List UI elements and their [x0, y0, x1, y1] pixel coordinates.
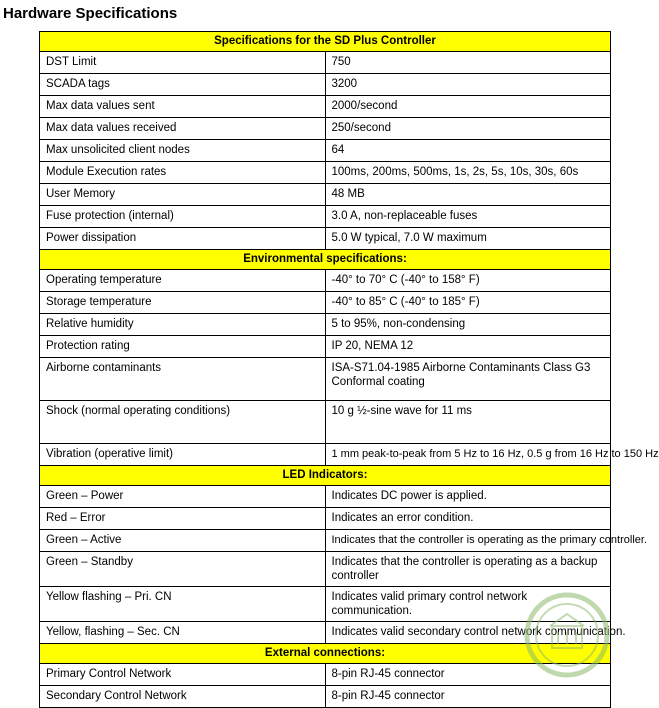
page-title: Hardware Specifications: [3, 5, 178, 22]
table-row: [40, 206, 611, 228]
section-header: [40, 250, 611, 270]
table-row: [40, 292, 611, 314]
row-value: 1 mm peak-to-peak from 5 Hz to 16 Hz, 0.5 g from 16 Hz to 150 Hz: [325, 444, 611, 466]
table-row: [40, 336, 611, 358]
row-label: Fuse protection (internal): [40, 206, 326, 228]
table-row: [40, 444, 611, 466]
row-label: Vibration (operative limit): [40, 444, 326, 466]
table-row: [40, 118, 611, 140]
row-value: Indicates valid primary control network communication.: [325, 587, 611, 622]
table-row: [40, 52, 611, 74]
section-heading: Environmental specifications:: [40, 250, 611, 270]
section-heading: External connections:: [40, 644, 611, 664]
table-row: [40, 228, 611, 250]
row-label: Green – Active: [40, 530, 326, 552]
table-row: [40, 184, 611, 206]
row-label: Max data values sent: [40, 96, 326, 118]
row-value: [325, 358, 611, 401]
row-value-line: Conformal coating: [331, 376, 425, 388]
row-label: Secondary Control Network: [40, 686, 326, 708]
row-label: Max unsolicited client nodes: [40, 140, 326, 162]
row-label: Module Execution rates: [40, 162, 326, 184]
row-label: Power dissipation: [40, 228, 326, 250]
row-value: 100ms, 200ms, 500ms, 1s, 2s, 5s, 10s, 30s, 60s: [325, 162, 611, 184]
row-value: -40° to 85° C (-40° to 185° F): [325, 292, 611, 314]
row-value: 5.0 W typical, 7.0 W maximum: [325, 228, 611, 250]
table-row: [40, 96, 611, 118]
row-label: User Memory: [40, 184, 326, 206]
table-row: [40, 508, 611, 530]
table-row: [40, 552, 611, 587]
row-value: 8-pin RJ-45 connector: [325, 664, 611, 686]
table-row: [40, 358, 611, 401]
table-row: [40, 74, 611, 96]
row-value: 3.0 A, non-replaceable fuses: [325, 206, 611, 228]
row-label: Relative humidity: [40, 314, 326, 336]
table-row: [40, 162, 611, 184]
table-row: [40, 486, 611, 508]
section-header: [40, 466, 611, 486]
row-label: Storage temperature: [40, 292, 326, 314]
row-label: Yellow flashing – Pri. CN: [40, 587, 326, 622]
circular-seal-icon: [524, 592, 610, 678]
row-label: Yellow, flashing – Sec. CN: [40, 622, 326, 644]
row-value: IP 20, NEMA 12: [325, 336, 611, 358]
row-label: Green – Standby: [40, 552, 326, 587]
section-heading: LED Indicators:: [40, 466, 611, 486]
row-label: Green – Power: [40, 486, 326, 508]
row-value: 48 MB: [325, 184, 611, 206]
row-label: Primary Control Network: [40, 664, 326, 686]
row-label: Shock (normal operating conditions): [40, 401, 326, 444]
row-value-line: ISA-S71.04-1985 Airborne Contaminants Class G3: [331, 362, 591, 374]
row-value: 750: [325, 52, 611, 74]
row-value: 3200: [325, 74, 611, 96]
section-heading: Specifications for the SD Plus Controller: [40, 32, 611, 52]
section-header: [40, 32, 611, 52]
row-label: Airborne contaminants: [40, 358, 326, 401]
row-value: 5 to 95%, non-condensing: [325, 314, 611, 336]
row-value: Indicates valid secondary control network communication.: [325, 622, 611, 644]
row-label: DST Limit: [40, 52, 326, 74]
row-value: Indicates DC power is applied.: [325, 486, 611, 508]
table-row: [40, 686, 611, 708]
row-label: Max data values received: [40, 118, 326, 140]
row-value: 10 g ½-sine wave for 11 ms: [325, 401, 611, 444]
row-label: SCADA tags: [40, 74, 326, 96]
row-value: Indicates that the controller is operating as the primary controller.: [325, 530, 611, 552]
table-row: [40, 270, 611, 292]
row-label: Red – Error: [40, 508, 326, 530]
row-value: Indicates an error condition.: [325, 508, 611, 530]
table-row: [40, 140, 611, 162]
row-value: -40° to 70° C (-40° to 158° F): [325, 270, 611, 292]
row-value: 250/second: [325, 118, 611, 140]
table-row: [40, 314, 611, 336]
table-row: [40, 530, 611, 552]
row-label: Protection rating: [40, 336, 326, 358]
table-row: [40, 401, 611, 444]
row-value: 8-pin RJ-45 connector: [325, 686, 611, 708]
row-value: 64: [325, 140, 611, 162]
row-value: 2000/second: [325, 96, 611, 118]
row-label: Operating temperature: [40, 270, 326, 292]
row-value: Indicates that the controller is operating as a backup controller: [325, 552, 611, 587]
